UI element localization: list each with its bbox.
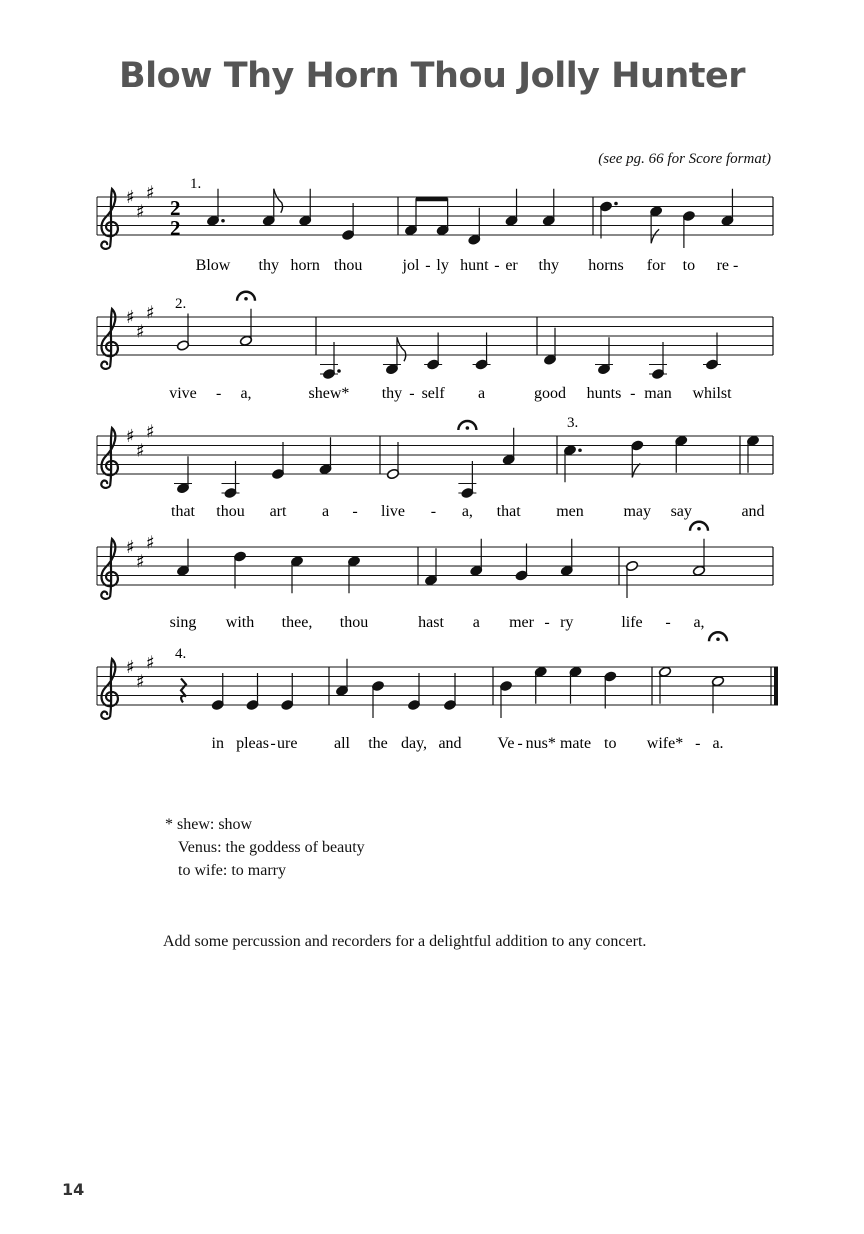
sharp-icon: ♯ xyxy=(126,187,135,208)
lyric-hyphen: - xyxy=(409,385,415,402)
lyric-hyphen: - xyxy=(430,503,437,520)
sharp-icon: ♯ xyxy=(136,321,145,343)
treble-clef-icon xyxy=(101,659,118,719)
lyric-syllable: men xyxy=(556,503,584,520)
verse-section-number: 2. xyxy=(175,296,187,312)
lyric-syllable: and xyxy=(741,503,765,520)
fermata-dot xyxy=(716,637,720,641)
lyric-syllable: self xyxy=(421,385,445,402)
lyric-syllable: Ve xyxy=(497,735,515,752)
sharp-icon: ♯ xyxy=(126,537,135,558)
lyric-syllable: a xyxy=(321,503,330,520)
lyric-syllable: say xyxy=(670,503,692,520)
lyric-syllable: shew* xyxy=(308,385,350,402)
lyric-syllable: all xyxy=(334,735,350,752)
final-barline-thick xyxy=(774,667,778,705)
lyric-syllable: that xyxy=(496,503,521,520)
lyric-syllable: thy xyxy=(258,257,279,274)
lyric-hyphen: - xyxy=(215,385,222,402)
lyric-syllable: to xyxy=(604,735,617,752)
sharp-icon: ♯ xyxy=(146,532,155,554)
lyric-syllable: horn xyxy=(290,257,320,274)
lyric-syllable: jol xyxy=(402,257,420,274)
sharp-icon: ♯ xyxy=(136,201,145,223)
sharp-icon: ♯ xyxy=(146,652,155,674)
lyric-hyphen: - xyxy=(494,257,500,274)
score-reference-note: (see pg. 66 for Score format) xyxy=(598,151,771,167)
lyric-hyphen: - xyxy=(352,503,358,520)
lyric-syllable: ry xyxy=(560,614,574,631)
lyric-hyphen: - xyxy=(630,385,636,402)
footnote-shew: * shew: show xyxy=(165,816,253,833)
lyric-syllable: hunts xyxy=(586,385,622,402)
lyric-syllable: and xyxy=(438,735,462,752)
lyric-hyphen: - xyxy=(270,735,276,752)
verse-section-number: 1. xyxy=(190,176,202,192)
performance-note: Add some percussion and recorders for a delightful addition to any concert. xyxy=(163,933,647,950)
sharp-icon: ♯ xyxy=(126,657,135,678)
lyric-syllable: to xyxy=(682,257,696,274)
lyric-syllable: thou xyxy=(216,503,245,520)
footnote-wife: to wife: to marry xyxy=(178,862,286,879)
lyric-hyphen: - xyxy=(695,735,701,752)
lyric-syllable: good xyxy=(534,385,566,402)
lyric-syllable: vive xyxy=(169,385,197,402)
lyric-syllable: a, xyxy=(240,385,252,402)
lyric-hyphen: - xyxy=(517,735,523,752)
lyric-syllable: hunt xyxy=(460,257,489,274)
quarter-rest-icon xyxy=(181,678,186,702)
page-number: 14 xyxy=(62,1180,85,1199)
lyric-syllable: er xyxy=(505,257,518,274)
lyric-syllable: may xyxy=(623,503,652,520)
verse-section-number: 4. xyxy=(175,646,187,662)
sharp-icon: ♯ xyxy=(146,302,155,324)
lyric-syllable: nus* xyxy=(525,735,556,752)
lyric-syllable: with xyxy=(225,614,255,631)
lyric-syllable: a xyxy=(472,614,480,631)
verse-section-number: 3. xyxy=(567,415,579,431)
lyric-syllable: sing xyxy=(169,614,197,631)
lyric-hyphen: - xyxy=(665,614,671,631)
lyric-syllable: man xyxy=(644,385,672,402)
lyric-syllable: pleas xyxy=(236,735,269,752)
lyric-syllable: ly xyxy=(436,257,449,274)
sharp-icon: ♯ xyxy=(146,182,155,204)
lyric-syllable: Blow xyxy=(195,257,231,274)
sharp-icon: ♯ xyxy=(136,551,145,573)
lyric-syllable: mer xyxy=(509,614,534,631)
lyric-syllable: thou xyxy=(333,257,363,274)
time-signature-top: 2 xyxy=(170,196,181,220)
lyric-syllable: life xyxy=(621,614,643,631)
sharp-icon: ♯ xyxy=(126,426,135,447)
lyric-syllable: hast xyxy=(418,614,444,631)
page-title: Blow Thy Horn Thou Jolly Hunter xyxy=(118,56,746,96)
lyric-syllable: ure xyxy=(277,735,298,752)
lyric-syllable: re - xyxy=(716,257,739,274)
sharp-icon: ♯ xyxy=(136,671,145,693)
lyric-syllable: thy xyxy=(538,257,559,274)
lyric-syllable: for xyxy=(646,257,666,274)
lyric-syllable: the xyxy=(368,735,388,752)
lyric-syllable: that xyxy=(171,503,195,520)
sharp-icon: ♯ xyxy=(126,307,135,328)
lyric-syllable: wife* xyxy=(646,735,684,752)
lyric-syllable: thee, xyxy=(281,614,313,631)
lyric-syllable: live xyxy=(381,503,405,520)
lyric-syllable: a, xyxy=(461,503,473,520)
lyric-syllable: thy xyxy=(381,385,403,402)
lyric-syllable: art xyxy=(269,503,287,520)
sharp-icon: ♯ xyxy=(146,421,155,443)
lyric-syllable: a. xyxy=(712,735,724,752)
lyric-syllable: a xyxy=(478,385,486,402)
lyric-syllable: a, xyxy=(693,614,705,631)
lyric-hyphen: - xyxy=(425,257,431,274)
lyric-syllable: whilst xyxy=(692,385,732,402)
lyric-syllable: day, xyxy=(400,735,428,752)
sharp-icon: ♯ xyxy=(136,440,145,462)
lyric-syllable: mate xyxy=(559,735,592,752)
lyric-syllable: in xyxy=(211,735,224,752)
lyric-hyphen: - xyxy=(544,614,550,631)
lyric-syllable: horns xyxy=(588,257,624,274)
time-signature-bottom: 2 xyxy=(170,216,181,240)
lyric-syllable: thou xyxy=(339,614,369,631)
footnote-venus: Venus: the goddess of beauty xyxy=(178,839,365,856)
